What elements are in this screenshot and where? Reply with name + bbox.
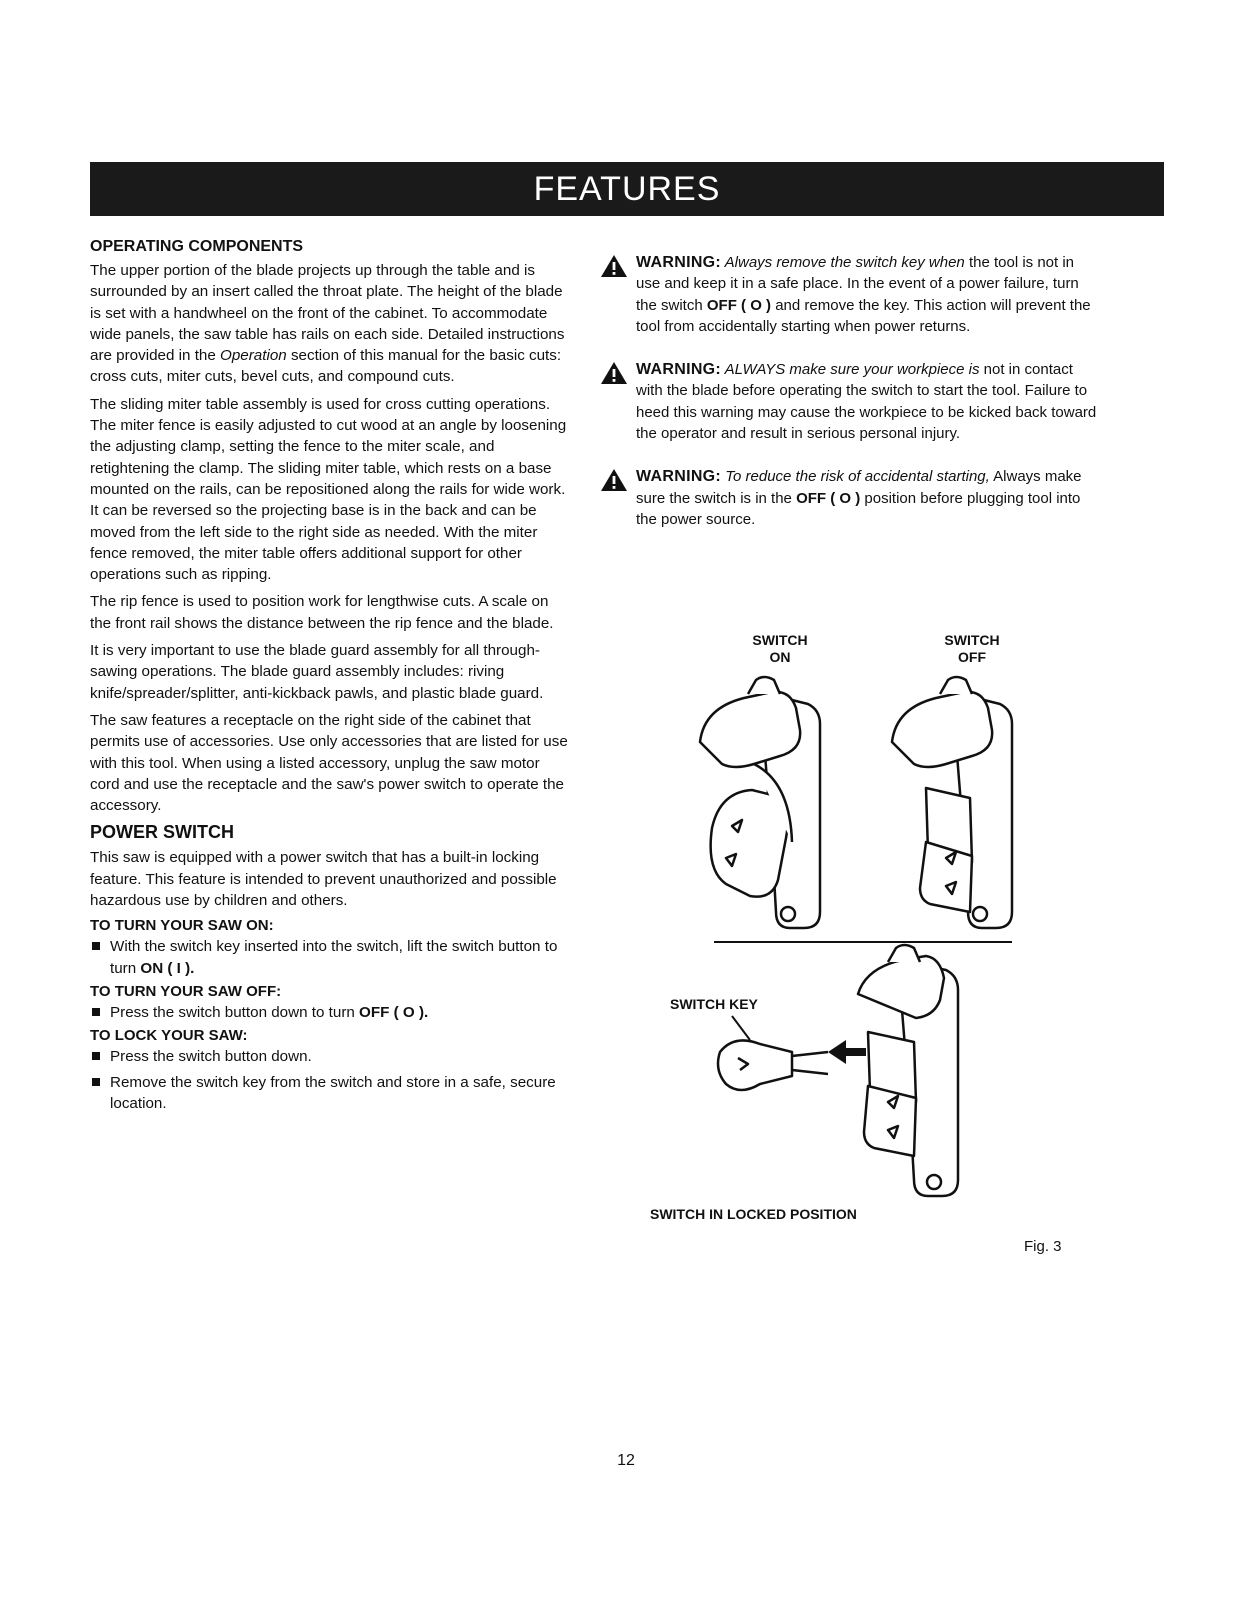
power-switch-heading: POWER SWITCH <box>90 822 234 843</box>
switch-locked-label: SWITCH IN LOCKED POSITION <box>650 1206 857 1222</box>
list-item: Remove the switch key from the switch and store in a safe, secure location. <box>90 1072 570 1115</box>
list-item: Press the switch button down to turn OFF ( O ). <box>90 1002 570 1023</box>
switch-on-illustration <box>700 677 820 928</box>
turn-off-heading: TO TURN YOUR SAW OFF: <box>90 982 282 1000</box>
switch-off-label: SWITCH OFF <box>944 632 1000 665</box>
switch-on-label: SWITCH ON <box>752 632 808 665</box>
operating-paragraph-1: The upper portion of the blade projects up through the table and is surrounded by an insert called the throat plate. The height of the blade is set with a handwheel on the front of the cabinet. To accommodate wide panels, the saw table has rails on each side. Detailed instructions are provided in the Operation section of this manual for the basic cuts: cross cuts, miter cuts, bevel cuts, and compound cuts. <box>90 262 565 386</box>
figure-number: Fig. 3 <box>1024 1238 1062 1255</box>
list-item: Press the switch button down. <box>90 1046 570 1067</box>
list-item: With the switch key inserted into the switch, lift the switch button to turn ON ( I ). <box>90 936 570 979</box>
lock-heading: TO LOCK YOUR SAW: <box>90 1027 248 1045</box>
switch-figure <box>640 632 1080 1252</box>
arrow-icon <box>828 1040 866 1064</box>
left-column <box>90 238 570 1118</box>
power-switch-paragraph: This saw is equipped with a power switch that has a built-in locking feature. This feature is intended to prevent unauthorized and possible hazardous use by children and others. <box>90 849 557 910</box>
operation-section-ref: Operation <box>220 347 287 365</box>
page-number: 12 <box>617 1452 635 1469</box>
switch-key-label: SWITCH KEY <box>670 996 758 1012</box>
operating-components-heading: OPERATING COMPONENTS <box>90 238 304 255</box>
warning-3: WARNING: To reduce the risk of accidental starting, Always make sure the switch is in the OFF ( O ) position before plugging tool into the power source. <box>600 466 1100 530</box>
warning-2: WARNING: ALWAYS make sure your workpiece is not in contact with the blade before operating the switch to start the tool. Failure to heed this warning may cause the workpiece to be kicked back toward the operator and result in serious personal injury. <box>600 359 1100 444</box>
lock-list <box>90 1046 570 1114</box>
switch-illustrations <box>640 632 1080 1252</box>
operating-paragraph-5: The saw features a receptacle on the right side of the cabinet that permits use of accessories. Use only accessories that are listed for use with this tool. When using a listed accessory, unplug the saw motor cord and use the receptacle and the saw's power switch to operate the accessory. <box>90 711 568 815</box>
switch-off-illustration <box>892 677 1012 928</box>
warning-1: WARNING: Always remove the switch key when the tool is not in use and keep it in a safe place. In the event of a power failure, turn the switch OFF ( O ) and remove the key. This action will prevent the tool from accidentally starting when power returns. <box>600 252 1100 337</box>
turn-on-heading: TO TURN YOUR SAW ON: <box>90 917 274 935</box>
turn-on-list <box>90 936 570 979</box>
warning-triangle-icon <box>600 254 628 278</box>
warning-triangle-icon <box>600 361 628 385</box>
switch-locked-illustration <box>718 945 958 1196</box>
operating-paragraph-4: It is very important to use the blade guard assembly for all through-sawing operations. The blade guard assembly includes: riving knife/spreader/splitter, anti-kickback pawls, and plastic blade guard. <box>90 642 544 702</box>
operating-paragraph-2: The sliding miter table assembly is used for cross cutting operations. The miter fence is easily adjusted to cut wood at an angle by loosening the adjusting clamp, setting the fence to the miter scale, and retightening the clamp. The sliding miter table, which rests on a base mounted on the rails, can be repositioned along the rails for wide work. It can be reversed so the projecting base is in the back and can be moved from the left side to the right side as needed. With the miter fence removed, the miter table offers additional support for other operations such as ripping. <box>90 395 567 584</box>
right-column <box>600 252 1100 552</box>
warning-triangle-icon <box>600 468 628 492</box>
operating-paragraph-3: The rip fence is used to position work for lengthwise cuts. A scale on the front rail shows the distance between the rip fence and the blade. <box>90 593 554 632</box>
turn-off-list <box>90 1002 570 1023</box>
features-banner: FEATURES <box>90 162 1164 216</box>
